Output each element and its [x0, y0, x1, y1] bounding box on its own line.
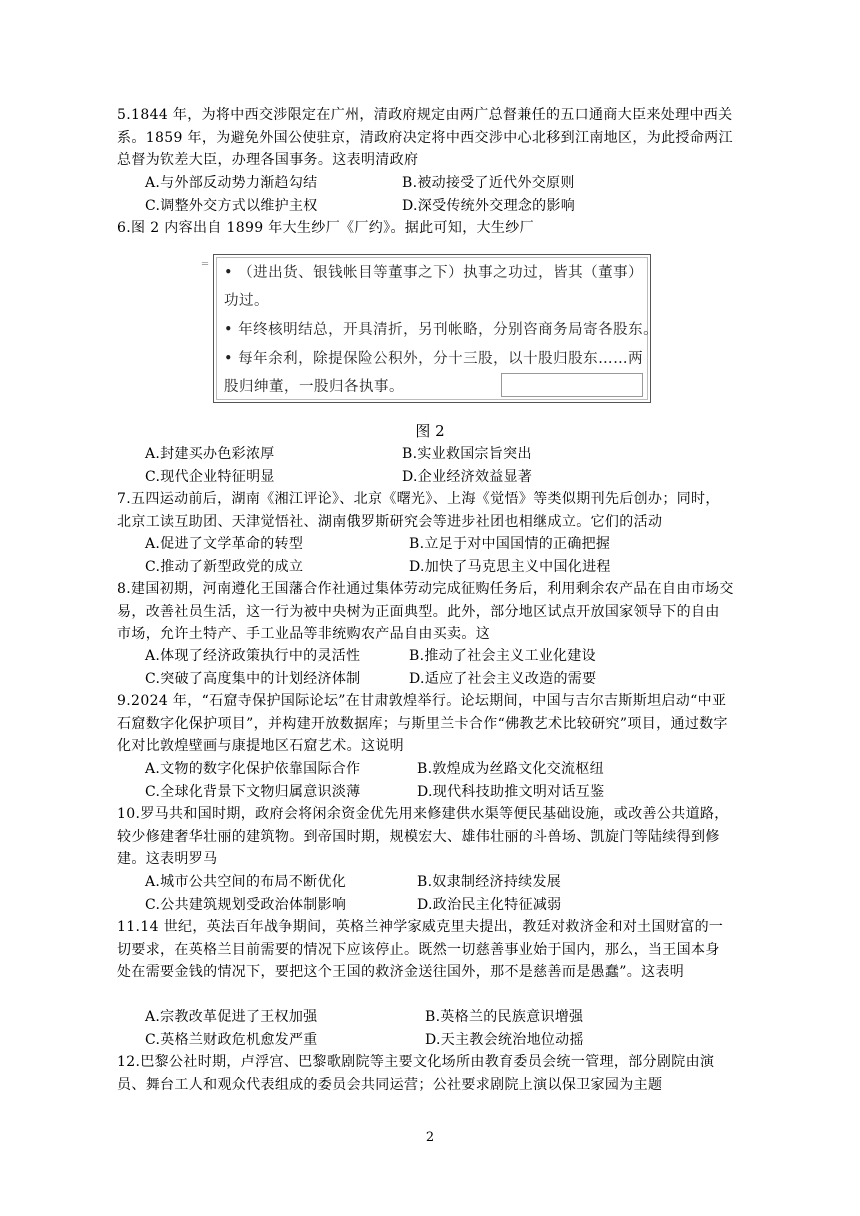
figure-blank-rect — [501, 373, 643, 397]
figure-line-3: • 年终核明结总，开具清折，另刊帐略，分别咨商务局寄各股东。 — [224, 322, 659, 338]
q9-option-a[interactable]: A.文物的数字化保护依靠国际合作 — [145, 761, 361, 777]
question-5-stem: 5.1844 年，为将中西交涉限定在广州，清政府规定由两广总督兼任的五口通商大臣来处理中西关系。1859 年，为避免外国公使驻京，清政府决定将中西交涉中心北移到江南地区，为此授命两江总督为钦差大臣，办理各国事务。这表明清政府 — [117, 107, 733, 168]
figure-2-box — [213, 254, 659, 403]
q10-option-a[interactable]: A.城市公共空间的布局不断优化 — [145, 874, 347, 890]
q6-option-a[interactable]: A.封建买办色彩浓厚 — [145, 446, 275, 462]
q6-option-b[interactable]: B.实业救国宗旨突出 — [402, 446, 532, 462]
question-9-options-row-1 — [145, 758, 745, 780]
q9-option-b[interactable]: B.敦煌成为丝路文化交流枢纽 — [417, 761, 604, 777]
question-6-options-row-2 — [145, 466, 745, 488]
q10-option-b[interactable]: B.奴隶制经济持续发展 — [417, 874, 562, 890]
q7-option-c[interactable]: C.推动了新型政党的成立 — [145, 559, 304, 575]
q11-option-c[interactable]: C.英格兰财政危机愈发严重 — [145, 1032, 318, 1048]
q8-option-b[interactable]: B.推动了社会主义工业化建设 — [409, 648, 596, 664]
question-10-stem: 10.罗马共和国时期，政府会将闲余资金优先用来修建供水渠等便民基础设施，或改善公共道路，较少修建奢华壮丽的建筑物。到帝国时期，规模宏大、雄伟壮丽的斗兽场、凯旋门等陆续得到修建。这表明罗马 — [117, 806, 729, 867]
question-6-stem: 6.图 2 内容出自 1899 年大生纱厂《厂约》。据此可知，大生纱厂 — [117, 220, 534, 236]
figure-2-caption: 图 2 — [415, 422, 445, 440]
q8-option-a[interactable]: A.体现了经济政策执行中的灵活性 — [145, 648, 361, 664]
question-5-options-row-1 — [145, 172, 745, 194]
q9-option-d[interactable]: D.现代科技助推文明对话互鉴 — [417, 784, 605, 800]
q7-option-d[interactable]: D.加快了马克思主义中国化进程 — [409, 559, 611, 575]
question-6-options-row-1 — [145, 443, 745, 465]
q10-option-d[interactable]: D.政治民主化特征减弱 — [417, 897, 562, 913]
q5-option-a[interactable]: A.与外部反动势力渐趋勾结 — [145, 175, 318, 191]
q11-option-d[interactable]: D.天主教会统治地位动摇 — [425, 1032, 584, 1048]
question-11-options-row-2 — [145, 1029, 745, 1051]
question-7-stem: 7.五四运动前后，湖南《湘江评论》、北京《曙光》、上海《觉悟》等类似期刊先后创办；同时，北京工读互助团、天津觉悟社、湖南俄罗斯研究会等进步社团也相继成立。它们的活动 — [117, 491, 720, 530]
q9-option-c[interactable]: C.全球化背景下文物归属意识淡薄 — [145, 784, 361, 800]
q10-option-c[interactable]: C.公共建筑规划受政治体制影响 — [145, 897, 347, 913]
figure-line-5: 股归绅董，一股归各执事。 — [224, 379, 404, 395]
q6-option-c[interactable]: C.现代企业特征明显 — [145, 469, 275, 485]
question-5-options-row-2 — [145, 195, 745, 217]
q7-option-b[interactable]: B.立足于对中国国情的正确把握 — [409, 536, 611, 552]
q11-option-b[interactable]: B.英格兰的民族意识增强 — [425, 1009, 584, 1025]
q8-option-c[interactable]: C.突破了高度集中的计划经济体制 — [145, 671, 361, 687]
figure-line-1: • （进出货、银钱帐目等董事之下）执事之功过，皆其（董事） — [224, 265, 644, 281]
question-8-stem: 8.建国初期，河南遵化王国藩合作社通过集体劳动完成征购任务后，利用剩余农产品在自由市场交易，改善社员生活，这一行为被中央树为正面典型。此外，部分地区试点开放国家领导下的自由市场，允许土特产、手工业品等非统购农产品自由买卖。这 — [117, 581, 734, 642]
q5-option-c[interactable]: C.调整外交方式以维护主权 — [145, 198, 318, 214]
question-7-options-row-1 — [145, 533, 745, 555]
question-8-options-row-2 — [145, 668, 745, 690]
question-9-options-row-2 — [145, 781, 745, 803]
question-7-options-row-2 — [145, 556, 745, 578]
q5-option-d[interactable]: D.深受传统外交理念的影响 — [402, 198, 576, 214]
q8-option-d[interactable]: D.适应了社会主义改造的需要 — [409, 671, 597, 687]
figure-line-2: 功过。 — [224, 293, 269, 309]
question-11-stem: 11.14 世纪，英法百年战争期间，英格兰神学家威克里夫提出，教廷对救济金和对土国财富的一切要求，在英格兰目前需要的情况下应该停止。既然一切慈善事业始于国内，那么，当王国本身处在需要金钱的情况下，要把这个王国的救济金送往国外，那不是慈善而是愚蠢”。这表明 — [117, 919, 724, 980]
q6-option-d[interactable]: D.企业经济效益显著 — [402, 469, 533, 485]
page-number: 2 — [425, 1130, 435, 1145]
question-11-options-row-1 — [145, 1006, 745, 1028]
q11-option-a[interactable]: A.宗教改革促进了王权加强 — [145, 1009, 318, 1025]
question-9-stem: 9.2024 年，“石窟寺保护国际论坛”在甘肃敦煌举行。论坛期间，中国与吉尔吉斯斯坦启动“中亚石窟数字化保护项目”，并构建开放数据库；与斯里兰卡合作“佛教艺术比较研究”项目，通过数字化对比敦煌壁画与康提地区石窟艺术。这说明 — [117, 693, 728, 754]
question-10-options-row-1 — [145, 871, 745, 893]
q5-option-b[interactable]: B.被动接受了近代外交原则 — [402, 175, 575, 191]
figure-marker: ═ — [202, 259, 209, 270]
question-10-options-row-2 — [145, 894, 745, 916]
figure-line-4: • 每年余利，除提保险公积外，分十三股，以十股归股东……两 — [224, 351, 644, 367]
q7-option-a[interactable]: A.促进了文学革命的转型 — [145, 536, 304, 552]
question-12-stem: 12.巴黎公社时期，卢浮宫、巴黎歌剧院等主要文化场所由教育委员会统一管理，部分剧院由演员、舞台工人和观众代表组成的委员会共同运营；公社要求剧院上演以保卫家园为主题 — [117, 1054, 715, 1093]
question-8-options-row-1 — [145, 645, 745, 667]
